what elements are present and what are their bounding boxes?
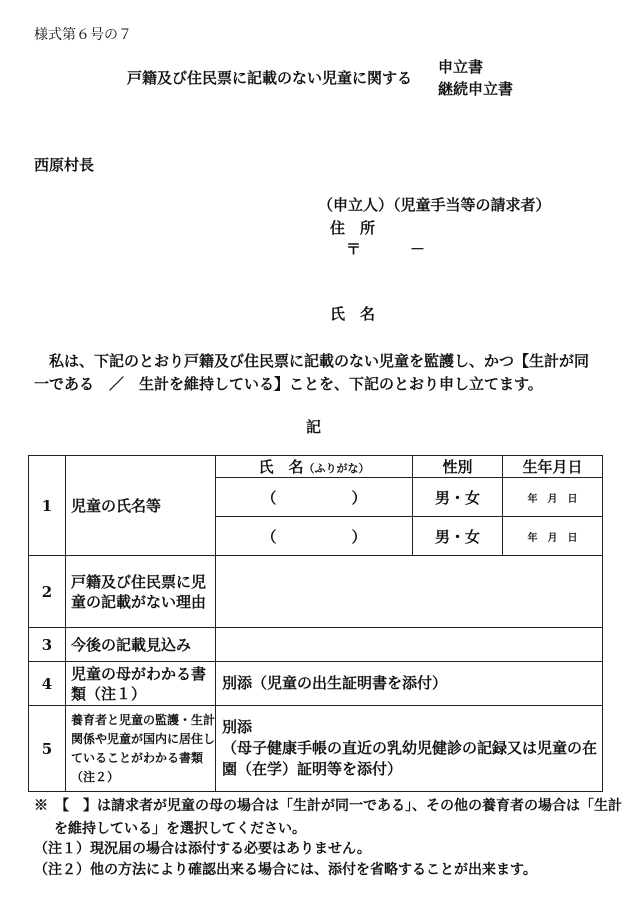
row-number: 2 — [29, 556, 66, 628]
mother-doc-value: 別添（児童の出生証明書を添付） — [216, 662, 603, 706]
custody-doc-value — [216, 706, 603, 792]
row-label-custody-doc: 養育者と児童の監護・生計関係や児童が国内に居住していることがわかる書類（注２） — [66, 706, 216, 792]
row-number: 1 — [29, 456, 66, 556]
custody-doc-line2: （母子健康手帳の直近の乳幼児健診の記録又は児童の在園（在学）証明等を添付） — [222, 739, 598, 778]
document-title: 戸籍及び住民票に記載のない児童に関する — [127, 69, 413, 87]
birthdate-field[interactable]: 年 月 日 — [503, 517, 603, 556]
row-number: 4 — [29, 662, 66, 706]
sex-select[interactable]: 男・女 — [413, 478, 503, 517]
postal-code-dash: － — [410, 240, 426, 258]
row-label-mother-doc: 児童の母がわかる書類（注１） — [66, 662, 216, 706]
child-name-field[interactable]: （ ） — [216, 517, 413, 556]
outlook-field[interactable] — [216, 628, 603, 662]
declaration-text: 私は、下記のとおり戸籍及び住民票に記載のない児童を監護し、かつ【生計が同一である ／ 生計を維持している】ことを、下記のとおり申し立てます。 — [34, 352, 590, 393]
row-label-reason: 戸籍及び住民票に児童の記載がない理由 — [66, 556, 216, 628]
form-number: 様式第６号の７ — [34, 27, 132, 43]
title-option-continuation: 継続申立書 — [438, 80, 514, 98]
row-label-outlook: 今後の記載見込み — [66, 628, 216, 662]
header-birth: 生年月日 — [503, 456, 603, 478]
name-label: 氏 名 — [330, 305, 376, 323]
sex-select[interactable]: 男・女 — [413, 517, 503, 556]
title-option-application: 申立書 — [438, 58, 484, 76]
child-name-field[interactable]: （ ） — [216, 478, 413, 517]
note-2: （注２）他の方法により確認出来る場合には、添付を省略することが出来ます。 — [34, 862, 537, 878]
ki-heading: 記 — [306, 418, 322, 436]
reason-field[interactable] — [216, 556, 603, 628]
header-name — [216, 456, 413, 478]
header-sex: 性別 — [413, 456, 503, 478]
note-1: （注１）現況届の場合は添付する必要はありません。 — [34, 841, 371, 857]
address-label: 住 所 — [330, 219, 376, 237]
birthdate-field[interactable]: 年 月 日 — [503, 478, 603, 517]
application-table — [28, 455, 603, 792]
note-bracket-line1: ※ 【 】は請求者が児童の母の場合は「生計が同一である」、その他の養育者の場合は「生計 — [34, 798, 622, 814]
row-label-child-name: 児童の氏名等 — [66, 456, 216, 556]
row-number: 5 — [29, 706, 66, 792]
custody-doc-line1: 別添 — [222, 718, 253, 736]
header-furigana: （ふりがな） — [303, 462, 370, 475]
applicant-role: （申立人）（児童手当等の請求者） — [318, 196, 551, 214]
addressee: 西原村長 — [34, 156, 95, 174]
note-bracket-line2: を維持している」を選択してください。 — [54, 821, 306, 837]
header-name-text: 氏 名 — [258, 458, 304, 476]
postal-mark: 〒 — [346, 240, 362, 258]
row-number: 3 — [29, 628, 66, 662]
